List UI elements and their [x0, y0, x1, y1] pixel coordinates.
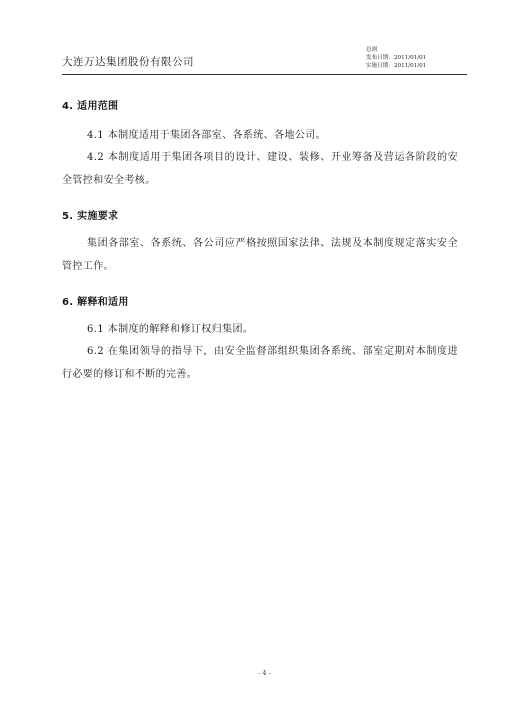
document-category: 总则	[366, 47, 378, 53]
paragraph-interpretation-1: 6.1 本制度的解释和修订权归集团。	[87, 324, 254, 335]
section-heading-implementation: 5. 实施要求	[62, 211, 119, 222]
page-header	[62, 44, 467, 75]
document-meta	[366, 46, 426, 70]
paragraph-scope-2: 4.2 本制度适用于集团各项目的设计、建设、装修、开业筹备及营运各阶段的安全管控和安全考核。	[62, 152, 458, 186]
paragraph-interpretation-2: 6.2 在集团领导的指导下，由安全监督部组织集团各系统、部室定期对本制度进行必要的修订和不断的完善。	[62, 346, 458, 380]
section-heading-scope: 4. 适用范围	[62, 101, 119, 112]
effective-date: 实施日期：2011/01/01	[366, 63, 427, 69]
section-heading-interpretation: 6. 解释和适用	[62, 297, 129, 308]
page-number: - 4 -	[258, 669, 271, 677]
publish-date: 发布日期：2011/01/01	[366, 55, 427, 61]
paragraph-scope-1: 4.1 本制度适用于集团各部室、各系统、各地公司。	[87, 130, 327, 141]
paragraph-implementation: 集团各部室、各系统、各公司应严格按照国家法律、法规及本制度规定落实安全管控工作。	[62, 238, 458, 272]
company-name: 大连万达集团股份有限公司	[62, 56, 194, 68]
